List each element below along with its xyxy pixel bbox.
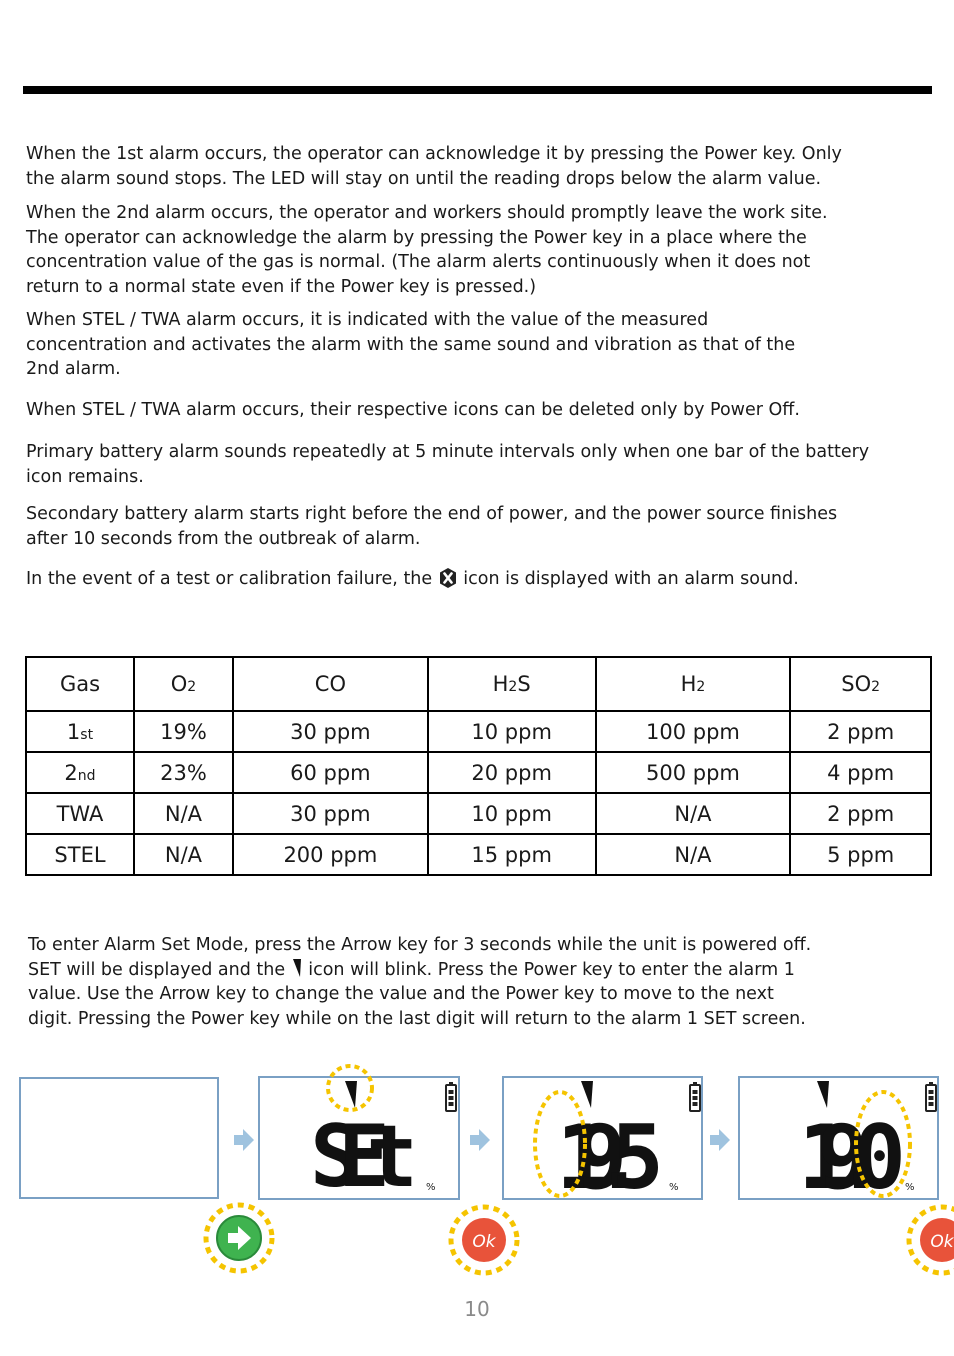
power-key-button[interactable] <box>451 1207 517 1273</box>
table-cell: 23% <box>134 752 233 793</box>
table-cell: 100 ppm <box>596 711 791 752</box>
table-cell: N/A <box>134 834 233 875</box>
table-cell: 5 ppm <box>790 834 931 875</box>
blank-display-screen <box>20 1078 218 1198</box>
power-key-label: Ok <box>472 1232 496 1252</box>
table-cell: N/A <box>134 793 233 834</box>
table-cell: 30 ppm <box>233 793 428 834</box>
header-text: H <box>680 672 697 696</box>
header-text: CO <box>314 672 346 696</box>
table-cell: 500 ppm <box>596 752 791 793</box>
header-text: SO <box>841 672 872 696</box>
percent-unit: % <box>669 1182 679 1193</box>
table-header-row <box>26 657 931 711</box>
power-key-label: Ok <box>930 1232 954 1252</box>
table-row <box>26 834 931 875</box>
paragraph-primary-battery: Primary battery alarm sounds repeatedly at 5 minute intervals only when one bar of the battery icon remains. <box>26 442 870 487</box>
table-header-cell <box>233 657 428 711</box>
table-cell: 10 ppm <box>428 793 596 834</box>
display-screen-value-2 <box>739 1077 938 1209</box>
table-header-cell <box>428 657 596 711</box>
page-number: 10 <box>464 1297 490 1321</box>
table-cell: 10 ppm <box>428 711 596 752</box>
row-label-cell <box>26 752 134 793</box>
table-header-cell <box>596 657 791 711</box>
table-cell: N/A <box>596 793 791 834</box>
alarm-bell-indicator-icon <box>291 958 303 978</box>
paragraph-stel-twa-alarm: When STEL / TWA alarm occurs, it is indicated with the value of the measured concentration and activates the alarm with the same sound and vibration as that of the 2nd alarm. <box>26 310 796 379</box>
test-failure-text-before: In the event of a test or calibration failure, the <box>26 569 438 589</box>
test-failure-text-after: icon is displayed with an alarm sound. <box>457 569 799 589</box>
percent-unit: % <box>905 1182 915 1193</box>
display-value-first: 19.5 <box>556 1106 664 1209</box>
table-cell: 200 ppm <box>233 834 428 875</box>
percent-unit: % <box>426 1182 436 1193</box>
header-text-tail: S <box>517 672 531 696</box>
table-header-cell <box>790 657 931 711</box>
header-subscript: 2 <box>508 679 518 695</box>
table-cell: 60 ppm <box>233 752 428 793</box>
paragraph-secondary-battery: Secondary battery alarm starts right before the end of power, and the power source finishes after 10 seconds from the outbreak of alarm. <box>26 504 838 549</box>
failure-x-icon <box>438 567 458 589</box>
table-cell: N/A <box>596 834 791 875</box>
table-cell: 15 ppm <box>428 834 596 875</box>
power-key-button-2[interactable] <box>909 1207 954 1273</box>
table-cell: 4 ppm <box>790 752 931 793</box>
alarm-set-text-after: icon will blink. Press the Power key to enter the alarm 1 value. Use the Arrow key to change the value and the Power key to move to the next digit. Pressing the Power key while on the last digit will return to the alarm 1 SET screen. <box>28 959 806 1029</box>
alarm-set-sequence-diagram <box>0 1060 954 1285</box>
flow-arrow-2 <box>470 1129 490 1151</box>
table-row <box>26 752 931 793</box>
header-text: Gas <box>59 672 101 696</box>
arrow-key-button[interactable] <box>206 1205 272 1271</box>
display-screen-value-1 <box>503 1077 702 1209</box>
table-row <box>26 793 931 834</box>
display-value-second: 19.0 <box>798 1106 906 1209</box>
alarm-setpoint-table <box>25 656 932 876</box>
flow-arrow-3 <box>710 1129 730 1151</box>
alarm-set-text-before: To enter Alarm Set Mode, press the Arrow key for 3 seconds while the unit is powered off. SET will be displayed and the <box>28 935 812 980</box>
row-label: 1 <box>66 719 81 744</box>
row-label: 2 <box>64 760 78 785</box>
table-cell: 2 ppm <box>790 711 931 752</box>
table-header-cell <box>26 657 134 711</box>
header-text: H <box>492 672 509 696</box>
row-label-cell <box>26 834 134 875</box>
flow-arrow-1 <box>234 1129 254 1151</box>
header-subscript: 2 <box>187 679 197 695</box>
paragraph-stel-twa-icons: When STEL / TWA alarm occurs, their respective icons can be deleted only by Power Off. <box>26 400 800 420</box>
paragraph-test-failure <box>26 567 931 592</box>
table-cell: 19% <box>134 711 233 752</box>
display-screen-set <box>259 1066 459 1207</box>
paragraph-first-alarm: When the 1st alarm occurs, the operator can acknowledge it by pressing the Power key. Only the alarm sound stops. The LED will stay on until the reading drops below the alarm value. <box>26 144 842 189</box>
row-label: STEL <box>54 842 106 867</box>
header-text: O <box>170 672 188 696</box>
row-label-suffix: st <box>80 726 94 743</box>
row-label-cell <box>26 711 134 752</box>
table-cell: 2 ppm <box>790 793 931 834</box>
table-cell: 30 ppm <box>233 711 428 752</box>
paragraph-second-alarm: When the 2nd alarm occurs, the operator and workers should promptly leave the work site. The operator can acknowledge the alarm by pressing the Power key in a place where the concentration value of the gas is normal. (The alarm alerts continuously when it does not return to a normal state even if the Power key is pressed.) <box>26 203 828 297</box>
header-subscript: 2 <box>696 679 706 695</box>
table-row <box>26 711 931 752</box>
row-label-suffix: nd <box>77 767 96 784</box>
paragraph-alarm-set-mode <box>28 933 933 1031</box>
row-label: TWA <box>56 801 104 826</box>
table-cell: 20 ppm <box>428 752 596 793</box>
table-header-cell <box>134 657 233 711</box>
header-rule <box>23 86 932 94</box>
row-label-cell <box>26 793 134 834</box>
display-set-text: SEt <box>310 1107 418 1207</box>
header-subscript: 2 <box>871 679 881 695</box>
